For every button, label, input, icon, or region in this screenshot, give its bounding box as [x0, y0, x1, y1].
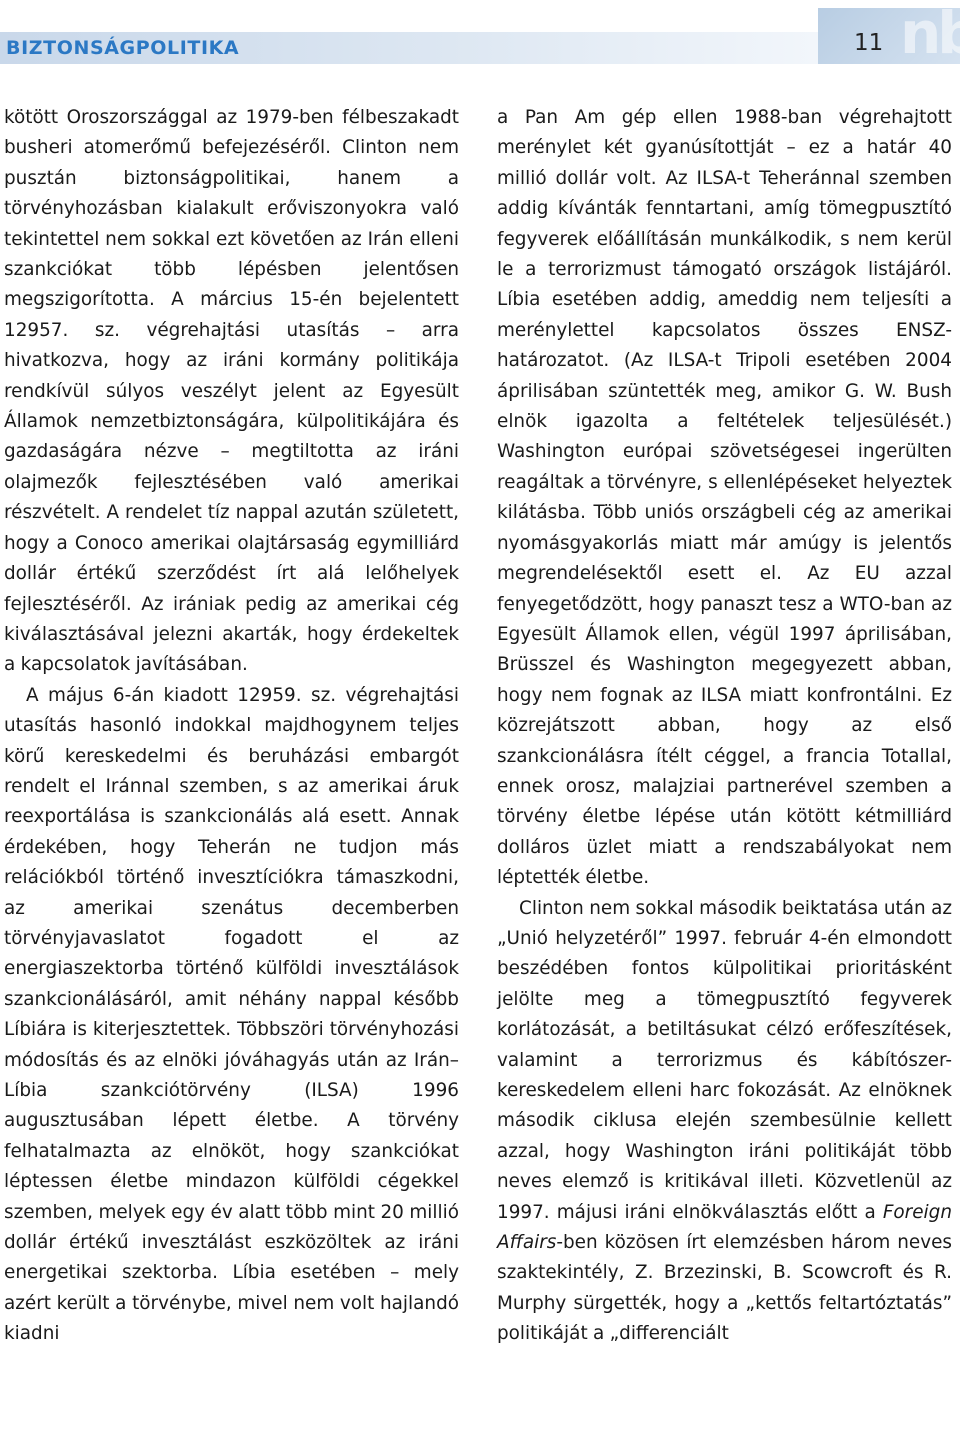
right-column — [497, 103, 952, 1350]
left-paragraph-1: kötött Oroszországgal az 1979-ben félbeszakadt busheri atomerőmű befejezéséről. Clinton nem pusztán biztonságpolitikai, hanem a törvényhozásban kialakult erőviszonyokra való tekintettel nem sokkal ezt követően az Irán elleni szankciókat több lépésben jelentősen megszigorította. A március 15-én bejelentett 12957. sz. végrehajtási utasítás – arra hivatkozva, hogy az iráni kormány politikája rendkívül súlyos veszélyt jelent az Egyesült Államok nemzetbiztonságára, külpolitikájára és gazdaságára nézve – megtiltotta az iráni olajmezők fejlesztésében való amerikai részvételt. A rendelet tíz nappal azután született, hogy a Conoco amerikai olajtársaság egymilliárd dollár értékű szerződést írt alá lelőhelyek fejlesztéséről. Az irániak pedig az amerikai cég kiválasztásával jelezni akarták, hogy érdekeltek a kapcsolatok javításában. — [4, 107, 459, 676]
right-paragraph-2 — [497, 894, 952, 1350]
left-column — [4, 103, 459, 1350]
right-paragraph-1: a Pan Am gép ellen 1988-ban végrehajtott merénylet két gyanúsítottját – ez a határ 40 millió dollár volt. Az ILSA-t Teheránnal szemben addig kívánták fenntartani, amíg tömegpusztító fegyverek előállításán munkálkodik, s nem kerül le a terrorizmust támogató országok listájáról. Líbia esetében addig, ameddig nem teljesíti a merénylettel kapcsolatos összes ENSZ-határozatot. (Az ILSA-t Tripoli esetében 2004 áprilisában szüntették meg, amikor G. W. Bush elnök igazolta a feltételek teljesülését.) Washington európai szövetségesei ingerülten reagáltak a törvényre, s ellenlépéseket helyeztek kilátásba. Több uniós országbeli cég az amerikai nyomásgyakorlás miatt már amúgy is jelentős megrendelésektől esett el. Az EU azzal fenyegetődzött, hogy panaszt tesz a WTO-ban az Egyesült Államok ellen, végül 1997 áprilisában, Brüsszel és Washington megegyezett abban, hogy nem fognak az ILSA miatt konfrontálni. Ez közrejátszott abban, hogy az első szankcionálásra ítélt céggel, a francia Totallal, ennek orosz, malajziai partnerével szemben a törvény életbe lépése után kötött kétmilliárd dolláros üzlet miatt a rendszabályokat nem léptették életbe. — [497, 107, 952, 889]
journal-title: Foreign Affairs — [497, 1201, 952, 1254]
left-paragraph-2: A május 6-án kiadott 12959. sz. végrehajtási utasítás hasonló indokkal majdhogynem teljes körű kereskedelmi és beruházási embargót rendelt el Iránnal szemben, s az amerikai áruk reexportálása is szankcionálás alá esett. Annak érdekében, hogy Teherán ne tudjon más relációkból történő invesztíciókra támaszkodni, az amerikai szenátus decemberben törvényjavaslatot fogadott el az energiaszektorba történő külföldi invesztálások szankcionálásáról, amit néhány nappal később Líbiára is kiterjesztettek. Többszöri törvényhozási módosítás és az elnöki jóváhagyás után az Irán–Líbia szankciótörvény (ILSA) 1996 augusztusában lépett életbe. A törvény felhatalmazta az elnököt, hogy szankciókat léptessen életbe mindazon külföldi cégekkel szemben, melyek egy év alatt több mint 20 millió dollár értékű invesztálást eszközöltek az iráni energetikai szektorba. Líbia esetében – mely azért került a törvénybe, mivel nem volt hajlandó kiadni — [4, 684, 459, 1345]
logo-watermark: nb — [900, 0, 975, 67]
section-title: BIZTONSÁGPOLITIKA — [6, 37, 240, 59]
page-number-box — [818, 0, 975, 67]
right-paragraph-2-text: Clinton nem sokkal második beiktatása után az „Unió helyzetéről” 1997. február 4-én elmondott beszédében fontos külpolitikai prioritásként jelölte meg a tömegpusztító fegyverek korlátozását, a betiltásukat célzó erőfeszítések, valamint a terrorizmus és kábítószer-kereskedelem elleni harc fokozását. Az elnöknek második ciklusa elején szembesülnie kellett azzal, hogy Washington iráni politikáját több neves elemző is kritikával illeti. Közvetlenül az 1997. májusi iráni elnökválasztás előtt a — [497, 897, 952, 1223]
page-number: 11 — [854, 30, 884, 56]
right-paragraph-2-continued: -ben közösen írt elemzésben három neves szaktekintély, Z. Brzezinski, B. Scowcroft és R. Murphy sürgették, hogy a „kettős feltartóztatás” politikáját a „differenciált — [497, 1232, 952, 1345]
